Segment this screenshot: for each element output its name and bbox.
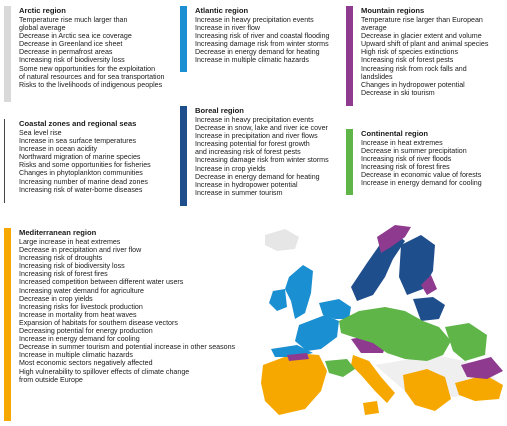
boreal-impact-item: Increase in summer tourism: [195, 188, 283, 197]
mediterranean-impact-item: Increasing risk of droughts: [19, 254, 103, 263]
coastal-region-title: Coastal zones and regional seas: [19, 119, 137, 128]
continental-impact-list: [361, 139, 504, 188]
mediterranean-impact-item: Most economic sectors negatively affected: [19, 359, 153, 368]
mountain-impact-item: Upward shift of plant and animal species: [361, 40, 489, 49]
mediterranean-impact-item: Increase in multiple climatic hazards: [19, 351, 133, 360]
mountain-impact-item: Increasing risk of forest pests: [361, 56, 454, 65]
mediterranean-impact-item: Decreasing potential for energy production: [19, 327, 153, 336]
atlantic-impact-item: Increase in river flow: [195, 24, 261, 33]
arctic-impact-item: Decrease in Arctic sea ice coverage: [19, 32, 132, 41]
mediterranean-impact-item: Increase in mortality from heat waves: [19, 310, 137, 319]
mediterranean-impact-item: Large increase in heat extremes: [19, 238, 121, 246]
europe-region-map: [255, 215, 505, 423]
arctic-impact-item: Risks to the livelihoods of indigenous peoples: [19, 80, 163, 89]
boreal-region-box: [180, 106, 340, 206]
coastal-impact-item: Increasing risk of water-borne diseases: [19, 185, 143, 194]
mediterranean-impact-item: Increase in energy demand for cooling: [19, 335, 140, 344]
mediterranean-region-box: [4, 228, 256, 421]
boreal-impact-item: Increasing potential for forest growth and increasing risk of forest pests: [195, 140, 310, 157]
continental-impact-item: Increasing risk of river floods: [361, 155, 452, 164]
map-sea-area: [265, 229, 299, 251]
mountain-impact-item: Decrease in ski tourism: [361, 88, 435, 97]
atlantic-impact-item: Decrease in energy demand for heating: [195, 48, 320, 57]
boreal-impact-item: Increase in crop yields: [195, 164, 266, 173]
boreal-impact-item: Increase in heavy precipitation events: [195, 116, 314, 124]
mediterranean-impact-item: Increasing risk of biodiversity loss: [19, 262, 125, 271]
atlantic-impact-item: Increase in multiple climatic hazards: [195, 56, 309, 65]
mountain-region-title: Mountain regions: [361, 6, 425, 15]
mountain-region-box: [346, 6, 504, 106]
arctic-impact-list: [19, 16, 176, 89]
boreal-region-title: Boreal region: [195, 106, 244, 115]
boreal-impact-item: Decrease in energy demand for heating: [195, 172, 320, 181]
mountain-impact-item: Decrease in glacier extent and volume: [361, 32, 482, 41]
atlantic-region-box: [180, 6, 340, 72]
atlantic-impact-item: Increase in heavy precipitation events: [195, 16, 314, 24]
mediterranean-region-title: Mediterranean region: [19, 228, 97, 237]
mountain-impact-list: [361, 16, 504, 97]
arctic-region-title: Arctic region: [19, 6, 66, 15]
coastal-impact-item: Increasing number of marine dead zones: [19, 177, 148, 186]
mediterranean-impact-item: Increasing risks for livestock production: [19, 302, 143, 311]
mountain-impact-item: Changes in hydropower potential: [361, 80, 465, 89]
continental-impact-item: Decrease in summer precipitation: [361, 147, 467, 156]
continental-region-box: [346, 129, 504, 195]
arctic-impact-item: Increasing risk of biodiversity loss: [19, 56, 125, 65]
arctic-impact-item: Temperature rise much larger than global average: [19, 16, 128, 33]
boreal-impact-item: Increasing damage risk from winter storms: [195, 156, 329, 165]
atlantic-impact-item: Increasing damage risk from winter storms: [195, 40, 329, 49]
coastal-impact-item: Changes in phytoplankton communities: [19, 169, 143, 178]
mediterranean-impact-item: Decrease in precipitation and river flow: [19, 246, 142, 255]
mountain-impact-item: Temperature rise larger than European average: [361, 16, 483, 33]
atlantic-impact-item: Increasing risk of river and coastal flooding: [195, 32, 330, 41]
coastal-impact-item: Increase in sea surface temperatures: [19, 137, 137, 146]
coastal-impact-item: Sea level rise: [19, 129, 62, 137]
continental-impact-item: Increase in energy demand for cooling: [361, 179, 482, 188]
coastal-impact-item: Increase in ocean acidity: [19, 145, 98, 154]
arctic-impact-item: Decrease in Greenland ice sheet: [19, 40, 123, 49]
mountain-impact-item: Increasing risk from rock falls and landslides: [361, 64, 467, 81]
coastal-region-box: [4, 119, 176, 203]
mediterranean-impact-item: Increased competition between different water users: [19, 278, 184, 287]
continental-region-title: Continental region: [361, 129, 429, 138]
boreal-impact-item: Increase in precipitation and river flows: [195, 132, 318, 141]
mediterranean-impact-item: Expansion of habitats for southern disease vectors: [19, 318, 178, 327]
mediterranean-impact-list: [19, 238, 256, 384]
atlantic-region-title: Atlantic region: [195, 6, 249, 15]
atlantic-impact-list: [195, 16, 340, 65]
mediterranean-impact-item: High vulnerability to spillover effects of climate change from outside Europe: [19, 367, 190, 384]
boreal-impact-item: Decrease in snow, lake and river ice cover: [195, 124, 328, 133]
coastal-impact-item: Risks and some opportunities for fisheries: [19, 161, 151, 170]
boreal-impact-list: [195, 116, 340, 197]
coastal-impact-list: [19, 129, 176, 194]
mediterranean-impact-item: Increasing risk of forest fires: [19, 270, 108, 279]
continental-impact-item: Increasing risk of forest fires: [361, 163, 450, 172]
mediterranean-impact-item: Increasing water demand for agriculture: [19, 286, 144, 295]
mediterranean-impact-item: Decrease in summer tourism and potential increase in other seasons: [19, 343, 236, 352]
continental-impact-item: Increase in heat extremes: [361, 139, 443, 147]
arctic-impact-item: Decrease in permafrost areas: [19, 48, 113, 57]
mountain-impact-item: High risk of species extinctions: [361, 48, 458, 57]
boreal-impact-item: Increase in hydropower potential: [195, 180, 298, 189]
mediterranean-impact-item: Decrease in crop yields: [19, 294, 93, 303]
arctic-region-box: [4, 6, 176, 102]
coastal-impact-item: Northward migration of marine species: [19, 153, 141, 162]
map-atlantic-region: [269, 265, 351, 357]
continental-impact-item: Decrease in economic value of forests: [361, 171, 482, 180]
arctic-impact-item: Some new opportunities for the exploitation of natural resources and for sea transportation: [19, 64, 165, 81]
